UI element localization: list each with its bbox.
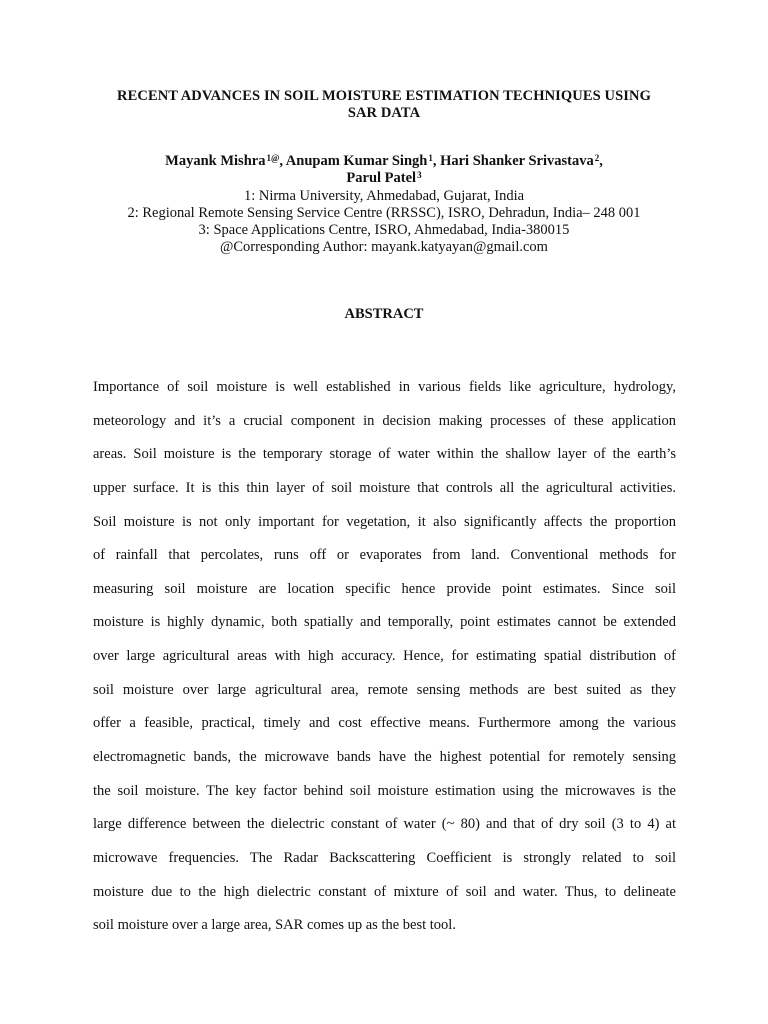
paper-title-line-1: RECENT ADVANCES IN SOIL MOISTURE ESTIMATION TECHNIQUES USING [117,88,651,104]
affiliation-1: 1: Nirma University, Ahmedabad, Gujarat, India [243,188,525,204]
affiliation-3: 3: Space Applications Centre, ISRO, Ahmedabad, India-380015 [198,222,570,238]
abstract-line: Importance of soil moisture is well established in various fields like agriculture, hydrology, [93,379,676,395]
abstract-line: the soil moisture. The key factor behind soil moisture estimation using the microwaves is the [93,782,676,799]
paper-title-line-2: SAR DATA [347,105,421,121]
abstract-line: offer a feasible, practical, timely and cost effective means. Furthermore among the various [93,715,676,732]
abstract-body [93,371,676,943]
abstract-line: soil moisture over a large area, SAR comes up as the best tool. [93,917,456,934]
author-separator: , [432,153,441,169]
author-affiliation-marker: 2 [594,153,600,163]
abstract-line: moisture is highly dynamic, both spatially and temporally, point estimates cannot be extended [93,614,676,631]
author-list [90,153,678,187]
abstract-line: upper surface. It is this thin layer of soil moisture that controls all the agricultural activities. [93,479,676,496]
abstract-line: meteorology and it’s a crucial component in decision making processes of these application [93,412,676,429]
affiliation-2: 2: Regional Remote Sensing Service Centre (RRSSC), ISRO, Dehradun, India– 248 001 [127,205,641,221]
abstract-line: of rainfall that percolates, runs off or evaporates from land. Conventional methods for [93,547,676,564]
abstract-line: areas. Soil moisture is the temporary storage of water within the shallow layer of the earth’s [93,446,676,463]
abstract-line: microwave frequencies. The Radar Backscattering Coefficient is strongly related to soil [93,849,676,866]
author-name: Parul Patel [346,170,417,186]
author-separator: , [599,153,603,169]
abstract-heading: ABSTRACT [344,306,424,322]
author-affiliation-marker: 1@ [266,153,280,163]
abstract-line: over large agricultural areas with high accuracy. Hence, for estimating spatial distribution of [93,648,676,665]
abstract-line: electromagnetic bands, the microwave bands have the highest potential for remotely sensing [93,749,676,766]
author-name: Hari Shanker Srivastava [440,153,594,169]
author-line-1 [90,153,678,170]
paper-title [70,88,698,122]
abstract-line: Soil moisture is not only important for vegetation, it also significantly affects the proportion [93,513,676,530]
author-separator: , [279,153,286,169]
author-affiliation-marker: 3 [417,170,422,180]
corresponding-author: @Corresponding Author: mayank.katyayan@gmail.com [220,239,548,255]
abstract-line: moisture due to the high dielectric constant of mixture of soil and water. Thus, to delineate [93,883,676,900]
author-name: Anupam Kumar Singh [285,153,428,169]
abstract-line: soil moisture over large agricultural area, remote sensing methods are best suited as they [93,681,676,698]
author-line-2 [90,170,678,187]
author-name: Mayank Mishra [165,153,266,169]
affiliation-list [60,188,708,256]
abstract-line: large difference between the dielectric constant of water (~ 80) and that of dry soil (3 to 4) at [93,816,676,833]
abstract-line: measuring soil moisture are location specific hence provide point estimates. Since soil [93,580,676,597]
author-affiliation-marker: 1 [428,153,433,163]
